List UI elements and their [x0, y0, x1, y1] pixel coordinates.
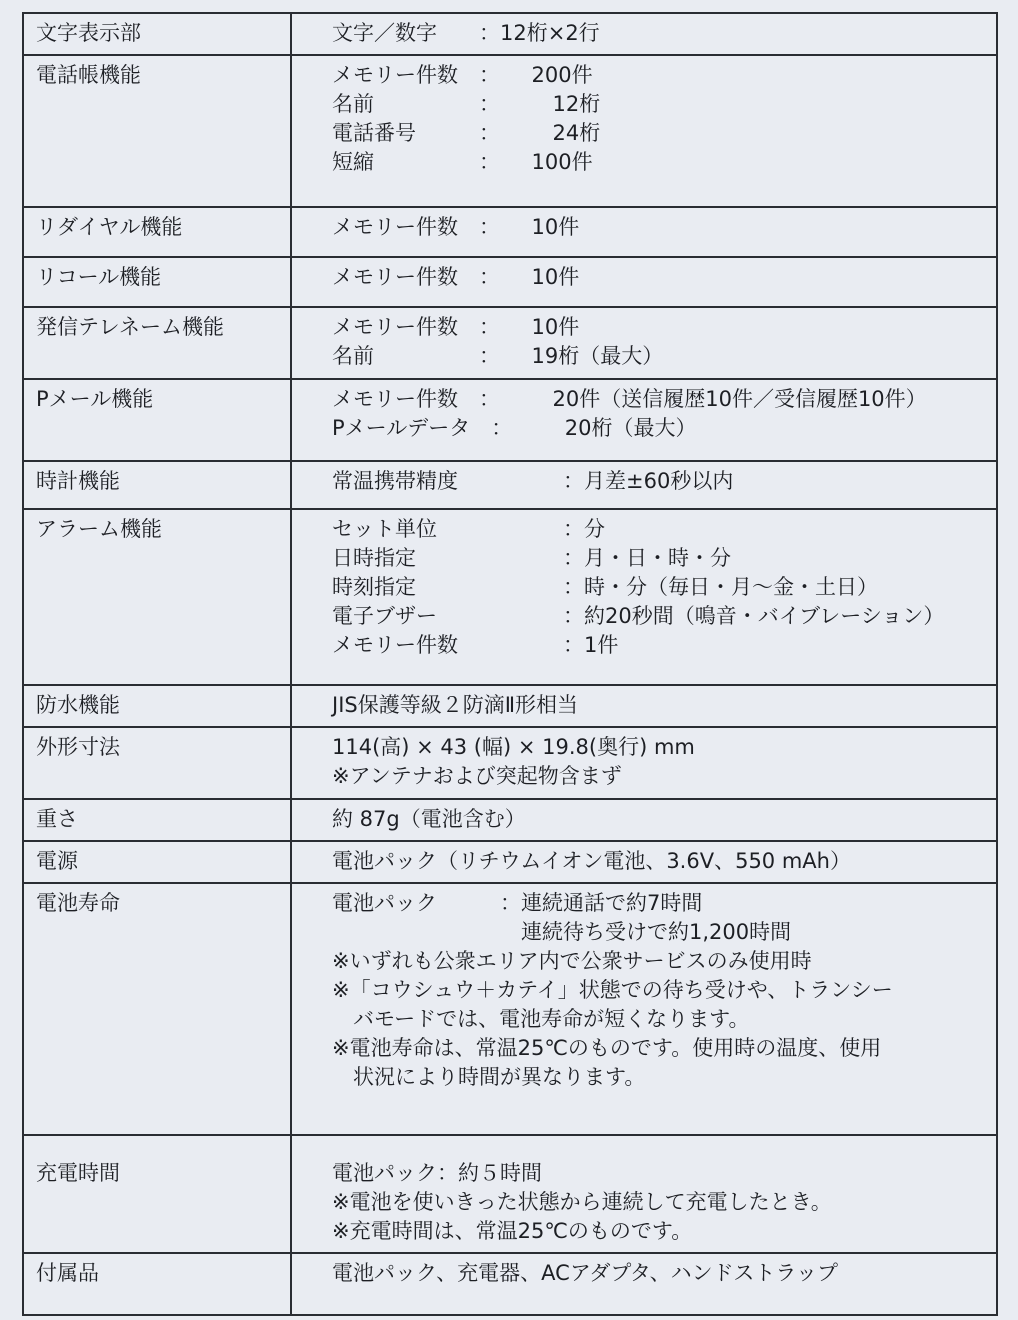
- spec-value-line: ※電池を使いきった状態から連続して充電したとき。: [332, 1190, 832, 1214]
- spec-value-line: 電子ブザー ：約20秒間（鳴音・バイブレーション）: [332, 604, 945, 628]
- spec-label: 文字表示部: [23, 13, 291, 55]
- spec-value: [291, 1135, 997, 1253]
- spec-row: [23, 883, 997, 1135]
- spec-value: [291, 257, 997, 307]
- spec-value-line: 約 87g（電池含む）: [332, 807, 526, 831]
- spec-value-line: 電池パック（リチウムイオン電池、3.6V、550 mAh）: [332, 849, 851, 873]
- spec-row: [23, 509, 997, 685]
- spec-value: [291, 13, 997, 55]
- spec-value-line: ※アンテナおよび突起物含まず: [332, 764, 622, 788]
- spec-value: [291, 799, 997, 841]
- spec-value: [291, 509, 997, 685]
- spec-value-line: 状況により時間が異なります。: [332, 1065, 646, 1089]
- spec-label: 発信テレネーム機能: [23, 307, 291, 379]
- spec-value-line: 名前 ： 19桁（最大）: [332, 344, 664, 368]
- spec-value: [291, 841, 997, 883]
- spec-label: リダイヤル機能: [23, 207, 291, 257]
- spec-label: リコール機能: [23, 257, 291, 307]
- spec-value: [291, 307, 997, 379]
- spec-label: 時計機能: [23, 461, 291, 509]
- spec-row: [23, 257, 997, 307]
- spec-value-line: メモリー件数 ： 10件: [332, 265, 580, 289]
- spec-value: [291, 685, 997, 727]
- spec-value-line: メモリー件数 ：1件: [332, 633, 619, 657]
- spec-label: 電話帳機能: [23, 55, 291, 207]
- spec-value: [291, 207, 997, 257]
- spec-row: [23, 841, 997, 883]
- spec-value-line: 電池パック、充電器、ACアダプタ、ハンドストラップ: [332, 1261, 838, 1285]
- spec-value-line: メモリー件数 ： 10件: [332, 315, 580, 339]
- spec-label: 電源: [23, 841, 291, 883]
- spec-value-line: 114(高) × 43 (幅) × 19.8(奥行) mm: [332, 735, 695, 759]
- spec-value: [291, 727, 997, 799]
- spec-value-line: Pメールデータ ： 20桁（最大）: [332, 416, 697, 440]
- spec-row: [23, 55, 997, 207]
- spec-value: [291, 55, 997, 207]
- spec-label: 付属品: [23, 1253, 291, 1315]
- spec-label: 電池寿命: [23, 883, 291, 1135]
- spec-row: [23, 379, 997, 461]
- spec-value: [291, 883, 997, 1135]
- spec-value: [291, 1253, 997, 1315]
- spec-value-line: ※電池寿命は、常温25℃のものです。使用時の温度、使用: [332, 1036, 882, 1060]
- spec-value-line: 時刻指定 ：時・分（毎日・月～金・土日）: [332, 575, 878, 599]
- spec-value-line: メモリー件数 ： 200件: [332, 63, 593, 87]
- spec-label: 充電時間: [23, 1135, 291, 1253]
- spec-row: [23, 1135, 997, 1253]
- spec-label: 重さ: [23, 799, 291, 841]
- spec-value-line: 連続待ち受けで約1,200時間: [332, 920, 792, 944]
- spec-value-line: 電話番号 ： 24桁: [332, 121, 601, 145]
- spec-table: [22, 12, 998, 1316]
- spec-value-line: セット単位 ：分: [332, 517, 605, 541]
- spec-value-line: 短縮 ： 100件: [332, 150, 593, 174]
- spec-value-line: バモードでは、電池寿命が短くなります。: [332, 1007, 750, 1031]
- spec-value-line: 電池パック：約５時間: [332, 1161, 542, 1185]
- spec-row: [23, 727, 997, 799]
- spec-value-line: 電池パック ：連続通話で約7時間: [332, 891, 703, 915]
- spec-value-line: 名前 ： 12桁: [332, 92, 601, 116]
- spec-value-line: 常温携帯精度 ：月差±60秒以内: [332, 469, 734, 493]
- spec-value-line: ※「コウシュウ＋カテイ」状態での待ち受けや、トランシー: [332, 978, 893, 1002]
- spec-label: 防水機能: [23, 685, 291, 727]
- spec-value-line: 文字／数字 ：12桁×2行: [332, 21, 600, 45]
- spec-label: 外形寸法: [23, 727, 291, 799]
- spec-row: [23, 207, 997, 257]
- spec-value-line: JIS保護等級２防滴Ⅱ形相当: [332, 693, 579, 717]
- spec-label: アラーム機能: [23, 509, 291, 685]
- spec-value-line: メモリー件数 ： 10件: [332, 215, 580, 239]
- spec-row: [23, 307, 997, 379]
- spec-value-line: メモリー件数 ： 20件（送信履歴10件／受信履歴10件）: [332, 387, 927, 411]
- spec-value-line: ※充電時間は、常温25℃のものです。: [332, 1219, 693, 1243]
- spec-value-line: 日時指定 ：月・日・時・分: [332, 546, 731, 570]
- spec-row: [23, 799, 997, 841]
- spec-value-line: ※いずれも公衆エリア内で公衆サービスのみ使用時: [332, 949, 812, 973]
- spec-value: [291, 379, 997, 461]
- spec-row: [23, 685, 997, 727]
- spec-row: [23, 1253, 997, 1315]
- spec-label: Pメール機能: [23, 379, 291, 461]
- spec-value: [291, 461, 997, 509]
- spec-row: [23, 13, 997, 55]
- spec-row: [23, 461, 997, 509]
